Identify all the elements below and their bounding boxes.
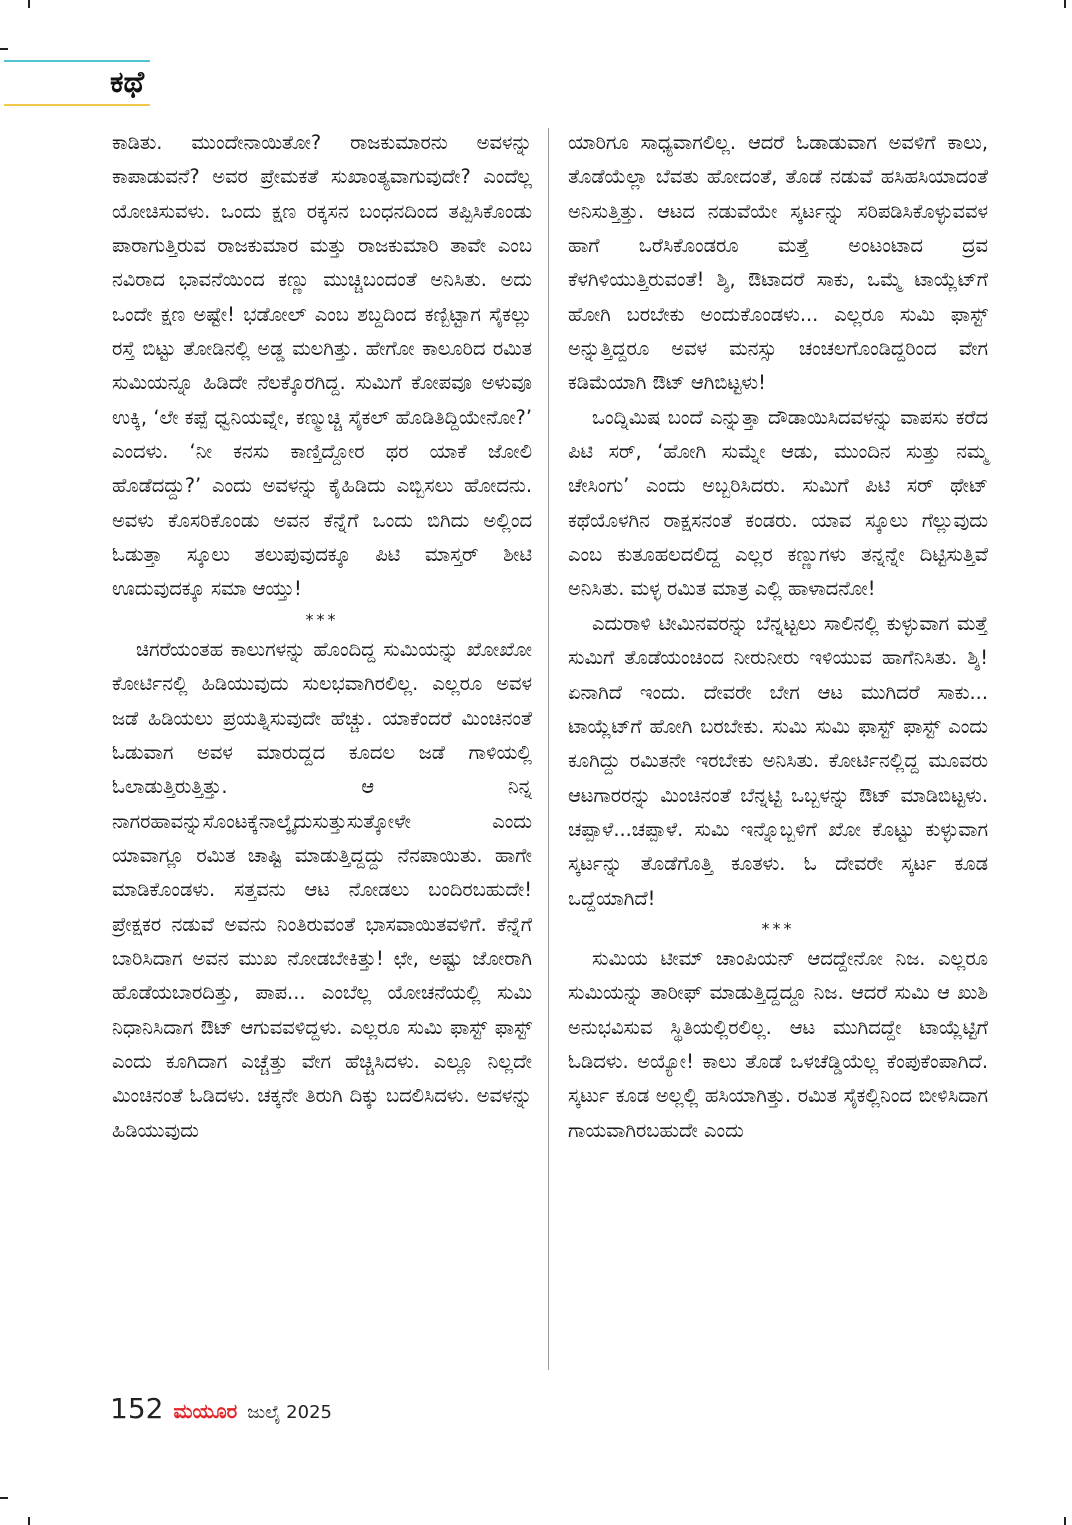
section-label: ಕಥೆ [110,65,145,100]
column-divider [548,128,549,1370]
scene-separator: *** [305,609,339,629]
paragraph: ಯಾರಿಗೂ ಸಾಧ್ಯವಾಗಲಿಲ್ಲ. ಆದರೆ ಓಡಾಡುವಾಗ ಅವಳಿಗೆ ಕಾಲು, ತೊಡೆಯೆಲ್ಲಾ ಬೆವತು ಹೋದಂತೆ, ತೊಡೆ ನಡುವೆ ಹಸಿಹಸಿಯಾದಂತೆ ಅನಿಸುತ್ತಿತ್ತು. ಆಟದ ನಡುವೆಯೇ ಸ್ಕರ್ಟನ್ನು ಸರಿಪಡಿಸಿಕೊಳ್ಳುವವಳ ಹಾಗೆ ಒರೆಸಿಕೊಂಡರೂ ಮತ್ತೆ ಅಂಟಂಟಾದ ದ್ರವ ಕೆಳಗಿಳಿಯುತ್ತಿರುವಂತೆ! ಶ್ಶಿ, ಔಟಾದರೆ ಸಾಕು, ಒಮ್ಮೆ ಟಾಯ್ಲೆಟ್‌ಗೆ ಹೋಗಿ ಬರಬೇಕು ಅಂದುಕೊಂಡಳು... ಎಲ್ಲರೂ ಸುಮಿ ಫಾಸ್ಟ್ ಅನ್ನುತ್ತಿದ್ದರೂ ಅವಳ ಮನಸ್ಸು ಚಂಚಲಗೊಂಡಿದ್ದರಿಂದ ವೇಗ ಕಡಿಮೆಯಾಗಿ ಔಟ್ ಆಗಿಬಿಟ್ಟಳು! [568,131,988,395]
paragraph: ಕಾಡಿತು. ಮುಂದೇನಾಯಿತೋ? ರಾಜಕುಮಾರನು ಅವಳನ್ನು ಕಾಪಾಡುವನೆ? ಅವರ ಪ್ರೇಮಕತೆ ಸುಖಾಂತ್ಯವಾಗುವುದೇ? ಎಂದೆಲ್ಲ ಯೋಚಿಸುವಳು. ಒಂದು ಕ್ಷಣ ರಕ್ಕಸನ ಬಂಧನದಿಂದ ತಪ್ಪಿಸಿಕೊಂಡು ಪಾರಾಗುತ್ತಿರುವ ರಾಜಕುಮಾರ ಮತ್ತು ರಾಜಕುಮಾರಿ ತಾವೇ ಎಂಬ ನವಿರಾದ ಭಾವನೆಯಿಂದ ಕಣ್ಣು ಮುಚ್ಚಿಬಂದಂತೆ ಅನಿಸಿತು. ಅದು ಒಂದೇ ಕ್ಷಣ ಅಷ್ಟೇ! ಭಡೋಲ್ ಎಂಬ ಶಬ್ದದಿಂದ ಕಣ್ಬಿಟ್ಟಾಗ ಸೈಕಲ್ಲು ರಸ್ತೆ ಬಿಟ್ಟು ತೋಡಿನಲ್ಲಿ ಅಡ್ಡ ಮಲಗಿತ್ತು. ಹೇಗೋ ಕಾಲೂರಿದ ರಮಿತ ಸುಮಿಯನ್ನೂ ಹಿಡಿದೇ ನೆಲಕ್ಕೊರಗಿದ್ದ. ಸುಮಿಗೆ ಕೋಪವೂ ಅಳುವೂ ಉಕ್ಕಿ, ‘ಲೇ ಕಪ್ಪೆ ಧ್ವನಿಯವ್ನೇ, ಕಣ್ಮುಚ್ಚಿ ಸೈಕಲ್ ಹೊಡಿತಿದ್ದಿಯೇನೋ?’ ಎಂದಳು. ‘ನೀ ಕನಸು ಕಾಣ್ತಿದ್ದೋರ ಥರ ಯಾಕೆ ಜೋಲಿ ಹೊಡೆದದ್ದು?’ ಎಂದು ಅವಳನ್ನು ಕೈಹಿಡಿದು ಎಬ್ಬಿಸಲು ಹೋದನು. ಅವಳು ಕೊಸರಿಕೊಂಡು ಅವನ ಕೆನ್ನೆಗೆ ಒಂದು ಬಿಗಿದು ಅಲ್ಲಿಂದ ಓಡುತ್ತಾ ಸ್ಕೂಲು ತಲುಪುವುದಕ್ಕೂ ಪಿಟಿ ಮಾಸ್ತರ್ ಶೀಟಿ ಊದುವುದಕ್ಕೂ ಸಮಾ ಆಯ್ತು! [112,131,532,601]
paragraph: ಒಂದ್ನಿಮಿಷ ಬಂದೆ ಎನ್ನುತ್ತಾ ದೌಡಾಯಿಸಿದವಳನ್ನು ವಾಪಸು ಕರೆದ ಪಿಟಿ ಸರ್, ‘ಹೋಗಿ ಸುಮ್ನೇ ಆಡು, ಮುಂದಿನ ಸುತ್ತು ನಮ್ಮ ಚೇಸಿಂಗು’ ಎಂದು ಅಬ್ಬರಿಸಿದರು. ಸುಮಿಗೆ ಪಿಟಿ ಸರ್ ಥೇಟ್ ಕಥೆಯೊಳಗಿನ ರಾಕ್ಷಸನಂತೆ ಕಂಡರು. ಯಾವ ಸ್ಕೂಲು ಗೆಲ್ಲುವುದು ಎಂಬ ಕುತೂಹಲದಲಿದ್ದ ಎಲ್ಲರ ಕಣ್ಣುಗಳು ತನ್ನನ್ನೇ ದಿಟ್ಟಿಸುತ್ತಿವೆ ಅನಿಸಿತು. ಮಳ್ಳ ರಮಿತ ಮಾತ್ರ ಎಲ್ಲಿ ಹಾಳಾದನೋ! [568,405,988,601]
crop-mark [1064,1517,1066,1525]
magazine-logo: ಮಯೂರ [173,1399,238,1423]
paragraph: ಎದುರಾಳಿ ಟೀಮಿನವರನ್ನು ಬೆನ್ನಟ್ಟಲು ಸಾಲಿನಲ್ಲಿ ಕುಳ್ಳುವಾಗ ಮತ್ತೆ ಸುಮಿಗೆ ತೊಡೆಯಂಚಿಂದ ನೀರುನೀರು ಇಳಿಯುವ ಹಾಗೆನಿಸಿತು. ಶ್ಶಿ! ಏನಾಗಿದೆ ಇಂದು. ದೇವರೇ ಬೇಗ ಆಟ ಮುಗಿದರೆ ಸಾಕು... ಟಾಯ್ಲೆಟ್‌ಗೆ ಹೋಗಿ ಬರಬೇಕು. ಸುಮಿ ಸುಮಿ ಫಾಸ್ಟ್ ಫಾಸ್ಟ್ ಎಂದು ಕೂಗಿದ್ದು ರಮಿತನೇ ಇರಬೇಕು ಅನಿಸಿತು. ಕೋರ್ಟಿನಲ್ಲಿದ್ದ ಮೂವರು ಆಟಗಾರರನ್ನು ಮಿಂಚಿನಂತೆ ಬೆನ್ನಟ್ಟಿ ಒಬ್ಬಳನ್ನು ಔಟ್ ಮಾಡಿಬಿಟ್ಟಳು. ಚಪ್ಪಾಳೆ...ಚಪ್ಪಾಳೆ. ಸುಮಿ ಇನ್ನೊಬ್ಬಳಿಗೆ ಖೋ ಕೊಟ್ಟು ಕುಳ್ಳುವಾಗ ಸ್ಕರ್ಟನ್ನು ತೊಡೆಗೊತ್ತಿ ಕೂತಳು. ಓ ದೇವರೇ ಸ್ಕರ್ಟ ಕೂಡ ಒದ್ದೆಯಾಗಿದೆ! [568,611,988,910]
crop-mark [1064,0,1066,8]
section-rule-top [4,60,150,62]
issue-date: ಜುಲೈ 2025 [247,1402,332,1423]
paragraph: ಸುಮಿಯ ಟೀಮ್ ಚಾಂಪಿಯನ್ ಆದದ್ದೇನೋ ನಿಜ. ಎಲ್ಲರೂ ಸುಮಿಯನ್ನು ತಾರೀಫ್ ಮಾಡುತ್ತಿದ್ದದ್ದೂ ನಿಜ. ಆದರೆ ಸುಮಿ ಆ ಖುಶಿ ಅನುಭವಿಸುವ ಸ್ಥಿತಿಯಲ್ಲಿರಲಿಲ್ಲ. ಆಟ ಮುಗಿದದ್ದೇ ಟಾಯ್ಲೆಟ್ಟಿಗೆ ಓಡಿದಳು. ಅಯ್ಯೋ! ಕಾಲು ತೊಡೆ ಒಳಚೆಡ್ಡಿಯೆಲ್ಲ ಕೆಂಪುಕೆಂಪಾಗಿದೆ. ಸ್ಕರ್ಟು ಕೂಡ ಅಲ್ಲಲ್ಲಿ ಹಸಿಯಾಗಿತ್ತು. ರಮಿತ ಸೈಕಲ್ಲಿನಿಂದ ಬೀಳಿಸಿದಾಗ ಗಾಯವಾಗಿರಬಹುದೇ ಎಂದು [568,946,988,1142]
section-rule-bottom [4,104,150,106]
crop-mark [0,1497,8,1499]
page-number: 152 [110,1392,164,1425]
crop-mark [28,1517,30,1525]
scene-separator: *** [761,918,795,938]
crop-mark [28,0,30,8]
right-column [568,126,988,1148]
left-column [112,126,532,1148]
crop-mark [0,48,8,50]
page-footer [110,1392,332,1432]
paragraph: ಚಿಗರೆಯಂತಹ ಕಾಲುಗಳನ್ನು ಹೊಂದಿದ್ದ ಸುಮಿಯನ್ನು ಖೋಖೋ ಕೋರ್ಟಿನಲ್ಲಿ ಹಿಡಿಯುವುದು ಸುಲಭವಾಗಿರಲಿಲ್ಲ. ಎಲ್ಲರೂ ಅವಳ ಜಡೆ ಹಿಡಿಯಲು ಪ್ರಯತ್ನಿಸುವುದೇ ಹೆಚ್ಚು. ಯಾಕೆಂದರೆ ಮಿಂಚಿನಂತೆ ಓಡುವಾಗ ಅವಳ ಮಾರುದ್ದದ ಕೂದಲ ಜಡೆ ಗಾಳಿಯಲ್ಲಿ ಓಲಾಡುತ್ತಿರುತ್ತಿತ್ತು. ಆ ನಿನ್ನ ನಾಗರಹಾವನ್ನುಸೊಂಟಕ್ಕೆನಾಲ್ಕೈದುಸುತ್ತುಸುತ್ಕೋಳೇ ಎಂದು ಯಾವಾಗ್ಲೂ ರಮಿತ ಚಾಷ್ಟಿ ಮಾಡುತ್ತಿದ್ದದ್ದು ನೆನಪಾಯಿತು. ಹಾಗೇ ಮಾಡಿಕೊಂಡಳು. ಸತ್ತವನು ಆಟ ನೋಡಲು ಬಂದಿರಬಹುದೇ! ಪ್ರೇಕ್ಷಕರ ನಡುವೆ ಅವನು ನಿಂತಿರುವಂತೆ ಭಾಸವಾಯಿತವಳಿಗೆ. ಕೆನ್ನೆಗೆ ಬಾರಿಸಿದಾಗ ಅವನ ಮುಖ ನೋಡಬೇಕಿತ್ತು! ಛೇ, ಅಷ್ಟು ಜೋರಾಗಿ ಹೊಡೆಯಬಾರದಿತ್ತು, ಪಾಪ... ಎಂಬೆಲ್ಲ ಯೋಚನೆಯಲ್ಲಿ ಸುಮಿ ನಿಧಾನಿಸಿದಾಗ ಔಟ್ ಆಗುವವಳಿದ್ದಳು. ಎಲ್ಲರೂ ಸುಮಿ ಫಾಸ್ಟ್ ಫಾಸ್ಟ್ ಎಂದು ಕೂಗಿದಾಗ ಎಚ್ಚೆತ್ತು ವೇಗ ಹೆಚ್ಚಿಸಿದಳು. ಎಲ್ಲೂ ನಿಲ್ಲದೇ ಮಿಂಚಿನಂತೆ ಓಡಿದಳು. ಚಕ್ಕನೇ ತಿರುಗಿ ದಿಕ್ಕು ಬದಲಿಸಿದಳು. ಅವಳನ್ನು ಹಿಡಿಯುವುದು [112,637,532,1142]
